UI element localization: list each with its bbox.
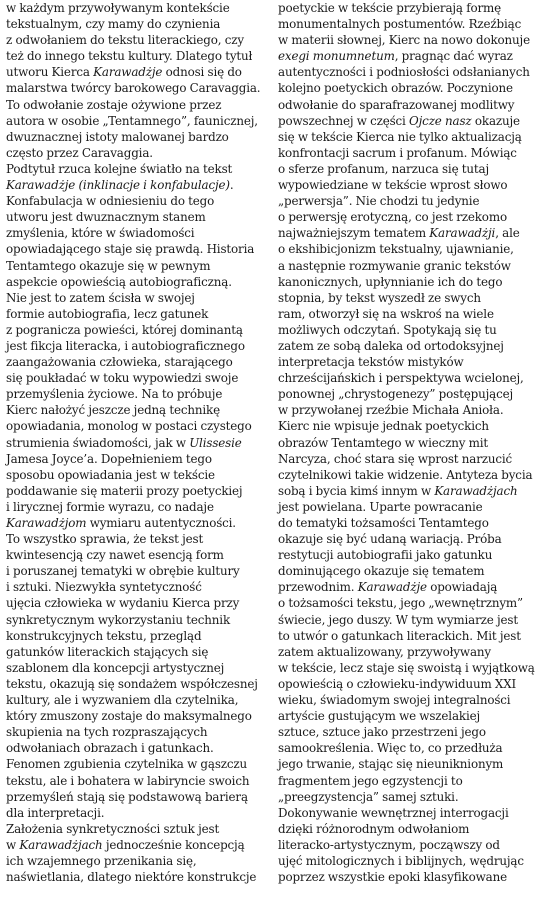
text-line: jego trwanie, stając się nieuniknionym	[278, 757, 504, 772]
text-line: szablonem dla koncepcji artystycznej	[6, 660, 225, 675]
text-line: jest fikcja literacka, i autobiograficznego	[6, 338, 245, 353]
text-line: który zmuszony zostaje do maksymalnego	[6, 709, 252, 724]
text-line: o perwersję erotyczną, co jest rzekomo	[278, 210, 507, 225]
text-line: sposobu opowiadania jest w tekście	[6, 467, 215, 482]
text-line: skupienia na tych rozpraszających	[6, 725, 208, 740]
text-line: dzięki różnorodnym odwołaniom	[278, 821, 470, 836]
text-line: Dokonywanie wewnętrznej interrogacji	[278, 805, 509, 820]
text-line: się poukładać w toku wypowiedzi swoje	[6, 371, 239, 386]
text-line: przewodnim. Karawadżje opowiadają	[278, 580, 498, 595]
text-line: w materii słownej, Kierc na nowo dokonuje	[278, 33, 530, 48]
text-line: ich wzajemnego przenikania się,	[6, 853, 197, 868]
text-line: często przez Caravaggia.	[6, 145, 153, 160]
text-line: kanonicznych, upłynnianie ich do tego	[278, 274, 503, 289]
text-line: formie autobiografia, lecz gatunek	[6, 306, 209, 321]
text-line: exegi monumnetum, pragnąc dać wyraz	[278, 49, 513, 64]
text-line: poprzez wszystkie epoki klasyfikowane	[278, 870, 507, 885]
text-line: o ekshibicjonizm tekstualny, ujawnianie,	[278, 242, 514, 257]
text-line: w Karawadżjach jednocześnie koncepcją	[6, 837, 245, 852]
text-line: odwołaniach obrazach i gatunkach.	[6, 741, 214, 756]
text-line: to utwór o gatunkach literackich. Mit jest	[278, 628, 521, 643]
text-line: ram, otworzył się na wskroś na wiele	[278, 306, 494, 321]
text-line: tekstu, okazują się sondażem współczesnej	[6, 676, 258, 691]
text-line: zmyślenia, które w świadomości	[6, 226, 195, 241]
text-line: Tentamtego okazuje się w pewnym	[6, 258, 211, 273]
text-line: dwuznacznej istoty malowanej bardzo	[6, 129, 229, 144]
text-line: aspekcie opowieścią autobiograficzną.	[6, 274, 232, 289]
text-line: wieku, świadomym swojej integralności	[278, 693, 511, 708]
text-line: tekstualnym, czy mamy do czynienia	[6, 17, 221, 32]
text-line: zaangażowania człowieka, starającego	[6, 355, 233, 370]
text-column-right	[278, 0, 536, 885]
text-line: świecie, jego duszy. W tym wymiarze jest	[278, 612, 518, 627]
text-line: Kierc nie wpisuje jednak poetyckich	[278, 419, 489, 434]
text-line: do tematyki tożsamości Tentamtego	[278, 516, 489, 530]
text-line: się w tekście Kierca nie tylko aktualizacją	[278, 129, 522, 144]
text-line: ujęcia człowieka w wydaniu Kierca przy	[6, 596, 240, 611]
text-line: Kierc nałożyć jeszcze jedną technikę	[6, 403, 220, 418]
text-line: artyście gustującym we wszelakiej	[278, 709, 481, 724]
text-line: konstrukcyjnych tekstu, przegląd	[6, 628, 202, 643]
text-line: najważniejszym tematem Karawadżji, ale	[278, 226, 520, 241]
text-line: literacko-artystycznym, począwszy od	[278, 837, 500, 852]
text-line: i poruszanej tematyki w obrębie kultury	[6, 564, 240, 579]
text-line: Fenomen zgubienia czytelnika w gąszczu	[6, 757, 248, 772]
text-line: odwołanie do sparafrazowanej modlitwy	[278, 97, 515, 112]
text-line: zatem aktualizowany, przywoływany	[278, 644, 491, 659]
text-line: naświetlania, dlatego niektóre konstrukcje	[6, 870, 257, 885]
text-line: synkretycznym wykorzystaniu technik	[6, 612, 230, 627]
text-line: i lirycznej formie wyrazu, co nadaje	[6, 499, 214, 514]
text-line: To wszystko sprawia, że tekst jest	[6, 532, 204, 547]
text-line: utworu Kierca Karawadżje odnosi się do	[6, 65, 242, 80]
text-line: samookreślenia. Więc to, co przedłuża	[278, 741, 503, 756]
text-line: z pogranicza powieści, której dominantą	[6, 322, 243, 337]
text-line: też do innego tekstu kultury. Dlatego tytuł	[6, 49, 253, 64]
text-line: autentyczności i podniosłości odsłanianych	[278, 65, 530, 80]
text-line: przemyślenia życiowe. Na to próbuje	[6, 387, 223, 402]
text-line: kolejno poetyckich obrazów. Poczynione	[278, 81, 513, 96]
text-line: monumentalnych postumentów. Rzeźbiąc	[278, 17, 522, 32]
text-line: ponownej „chrystogenezy” postępującej	[278, 387, 513, 402]
text-line: Narcyza, choć stara się wprost narzucić	[278, 451, 513, 466]
text-line: kwintesencją czy nawet esencją form	[6, 548, 224, 563]
text-line: sobą i bycia kimś innym w Karawadżjach	[278, 483, 518, 498]
text-line: przemyśleń stają się podstawową barierą	[6, 789, 248, 804]
text-line: sztuce, sztuce jako przestrzeni jego	[278, 725, 486, 740]
text-line: dominującego okazuje się tematem	[278, 564, 485, 579]
text-line: o sferze profanum, narzuca się tutaj	[278, 161, 490, 176]
text-line: zatem ze sobą daleka od ortodoksyjnej	[278, 338, 504, 353]
text-line: opowiadania, monolog w postaci czystego	[6, 419, 252, 434]
text-line: „perwersja”. Nie chodzi tu jedynie	[278, 194, 480, 209]
text-line: chrześcijańskich i perspektywa wcielonej,	[278, 371, 524, 386]
text-line: poetyckie w tekście przybierają formę	[278, 1, 502, 15]
text-line: w każdym przywoływanym kontekście	[6, 1, 230, 15]
text-line: obrazów Tentamtego w wieczny mit	[278, 435, 489, 450]
text-line: możliwych odczytań. Spotykają się tu	[278, 322, 497, 337]
text-line: czytelnikowi takie widzenie. Antyteza bycia	[278, 467, 533, 482]
text-line: dla interpretacji.	[6, 805, 105, 820]
text-line: autora w osobie „Tentamnego”, faunicznej,	[6, 113, 258, 128]
text-line: Karawadżjom wymiaru autentyczności.	[6, 516, 236, 530]
text-line: Założenia synkretyczności sztuk jest	[6, 821, 220, 836]
text-line: i sztuki. Niezwykła syntetyczność	[6, 580, 202, 595]
text-line: o tożsamości tekstu, jego „wewnętrznym”	[278, 596, 523, 611]
text-line: restytucji autobiografii jako gatunku	[278, 548, 493, 563]
text-line: a następnie rozmywanie granic tekstów	[278, 258, 511, 273]
text-line: Podtytuł rzuca kolejne światło na tekst	[6, 161, 233, 176]
text-line: kultury, ale i wyzwaniem dla czytelnika,	[6, 693, 239, 708]
text-line: opowiadającego staje się prawdą. Historia	[6, 242, 255, 257]
text-line: Jamesa Joyce’a. Dopełnieniem tego	[6, 451, 212, 466]
text-line: Konfabulacja w odniesieniu do tego	[6, 194, 215, 209]
text-line: poddawanie się materii prozy poetyckiej	[6, 483, 243, 498]
text-line: Karawadżje (inklinacje i konfabulacje).	[6, 178, 234, 193]
text-line: w przywołanej rzeźbie Michała Anioła.	[278, 403, 504, 418]
text-line: strumienia świadomości, jak w Ulissesie	[6, 435, 242, 450]
text-line: tekstu, ale i bohatera w labiryncie swoich	[6, 773, 250, 788]
text-line: powszechnej w części Ojcze nasz okazuje	[278, 113, 520, 128]
text-line: gatunków literackich stających się	[6, 644, 209, 659]
text-line: konfrontacji sacrum i profanum. Mówiąc	[278, 145, 517, 160]
text-line: malarstwa twórcy barokowego Caravaggia.	[6, 81, 261, 96]
text-line: utworu jest dwuznacznym stanem	[6, 210, 206, 225]
text-line: Nie jest to zatem ścisła w swojej	[6, 290, 195, 305]
text-line: To odwołanie zostaje ożywione przez	[6, 97, 222, 112]
text-line: „preegzystencja” samej sztuki.	[278, 789, 459, 804]
text-line: z odwołaniem do tekstu literackiego, czy	[6, 33, 244, 48]
text-line: ujęć mitologicznych i biblijnych, wędrując	[278, 853, 524, 868]
text-line: interpretacja tekstów mistyków	[278, 355, 464, 370]
text-column-left	[6, 0, 260, 885]
text-line: okazuje się być udaną wariacją. Próba	[278, 532, 502, 547]
text-line: jest powielana. Uparte powracanie	[278, 499, 483, 514]
text-line: fragmentem jego egzystencji to	[278, 773, 463, 788]
text-line: wypowiedziane w tekście wprost słowo	[278, 178, 508, 193]
text-line: stopnia, by tekst wyszedł ze swych	[278, 290, 481, 305]
text-line: w tekście, lecz staje się swoistą i wyjątkową	[278, 660, 535, 675]
text-line: opowieścią o człowieku-indywiduum XXI	[278, 676, 517, 691]
